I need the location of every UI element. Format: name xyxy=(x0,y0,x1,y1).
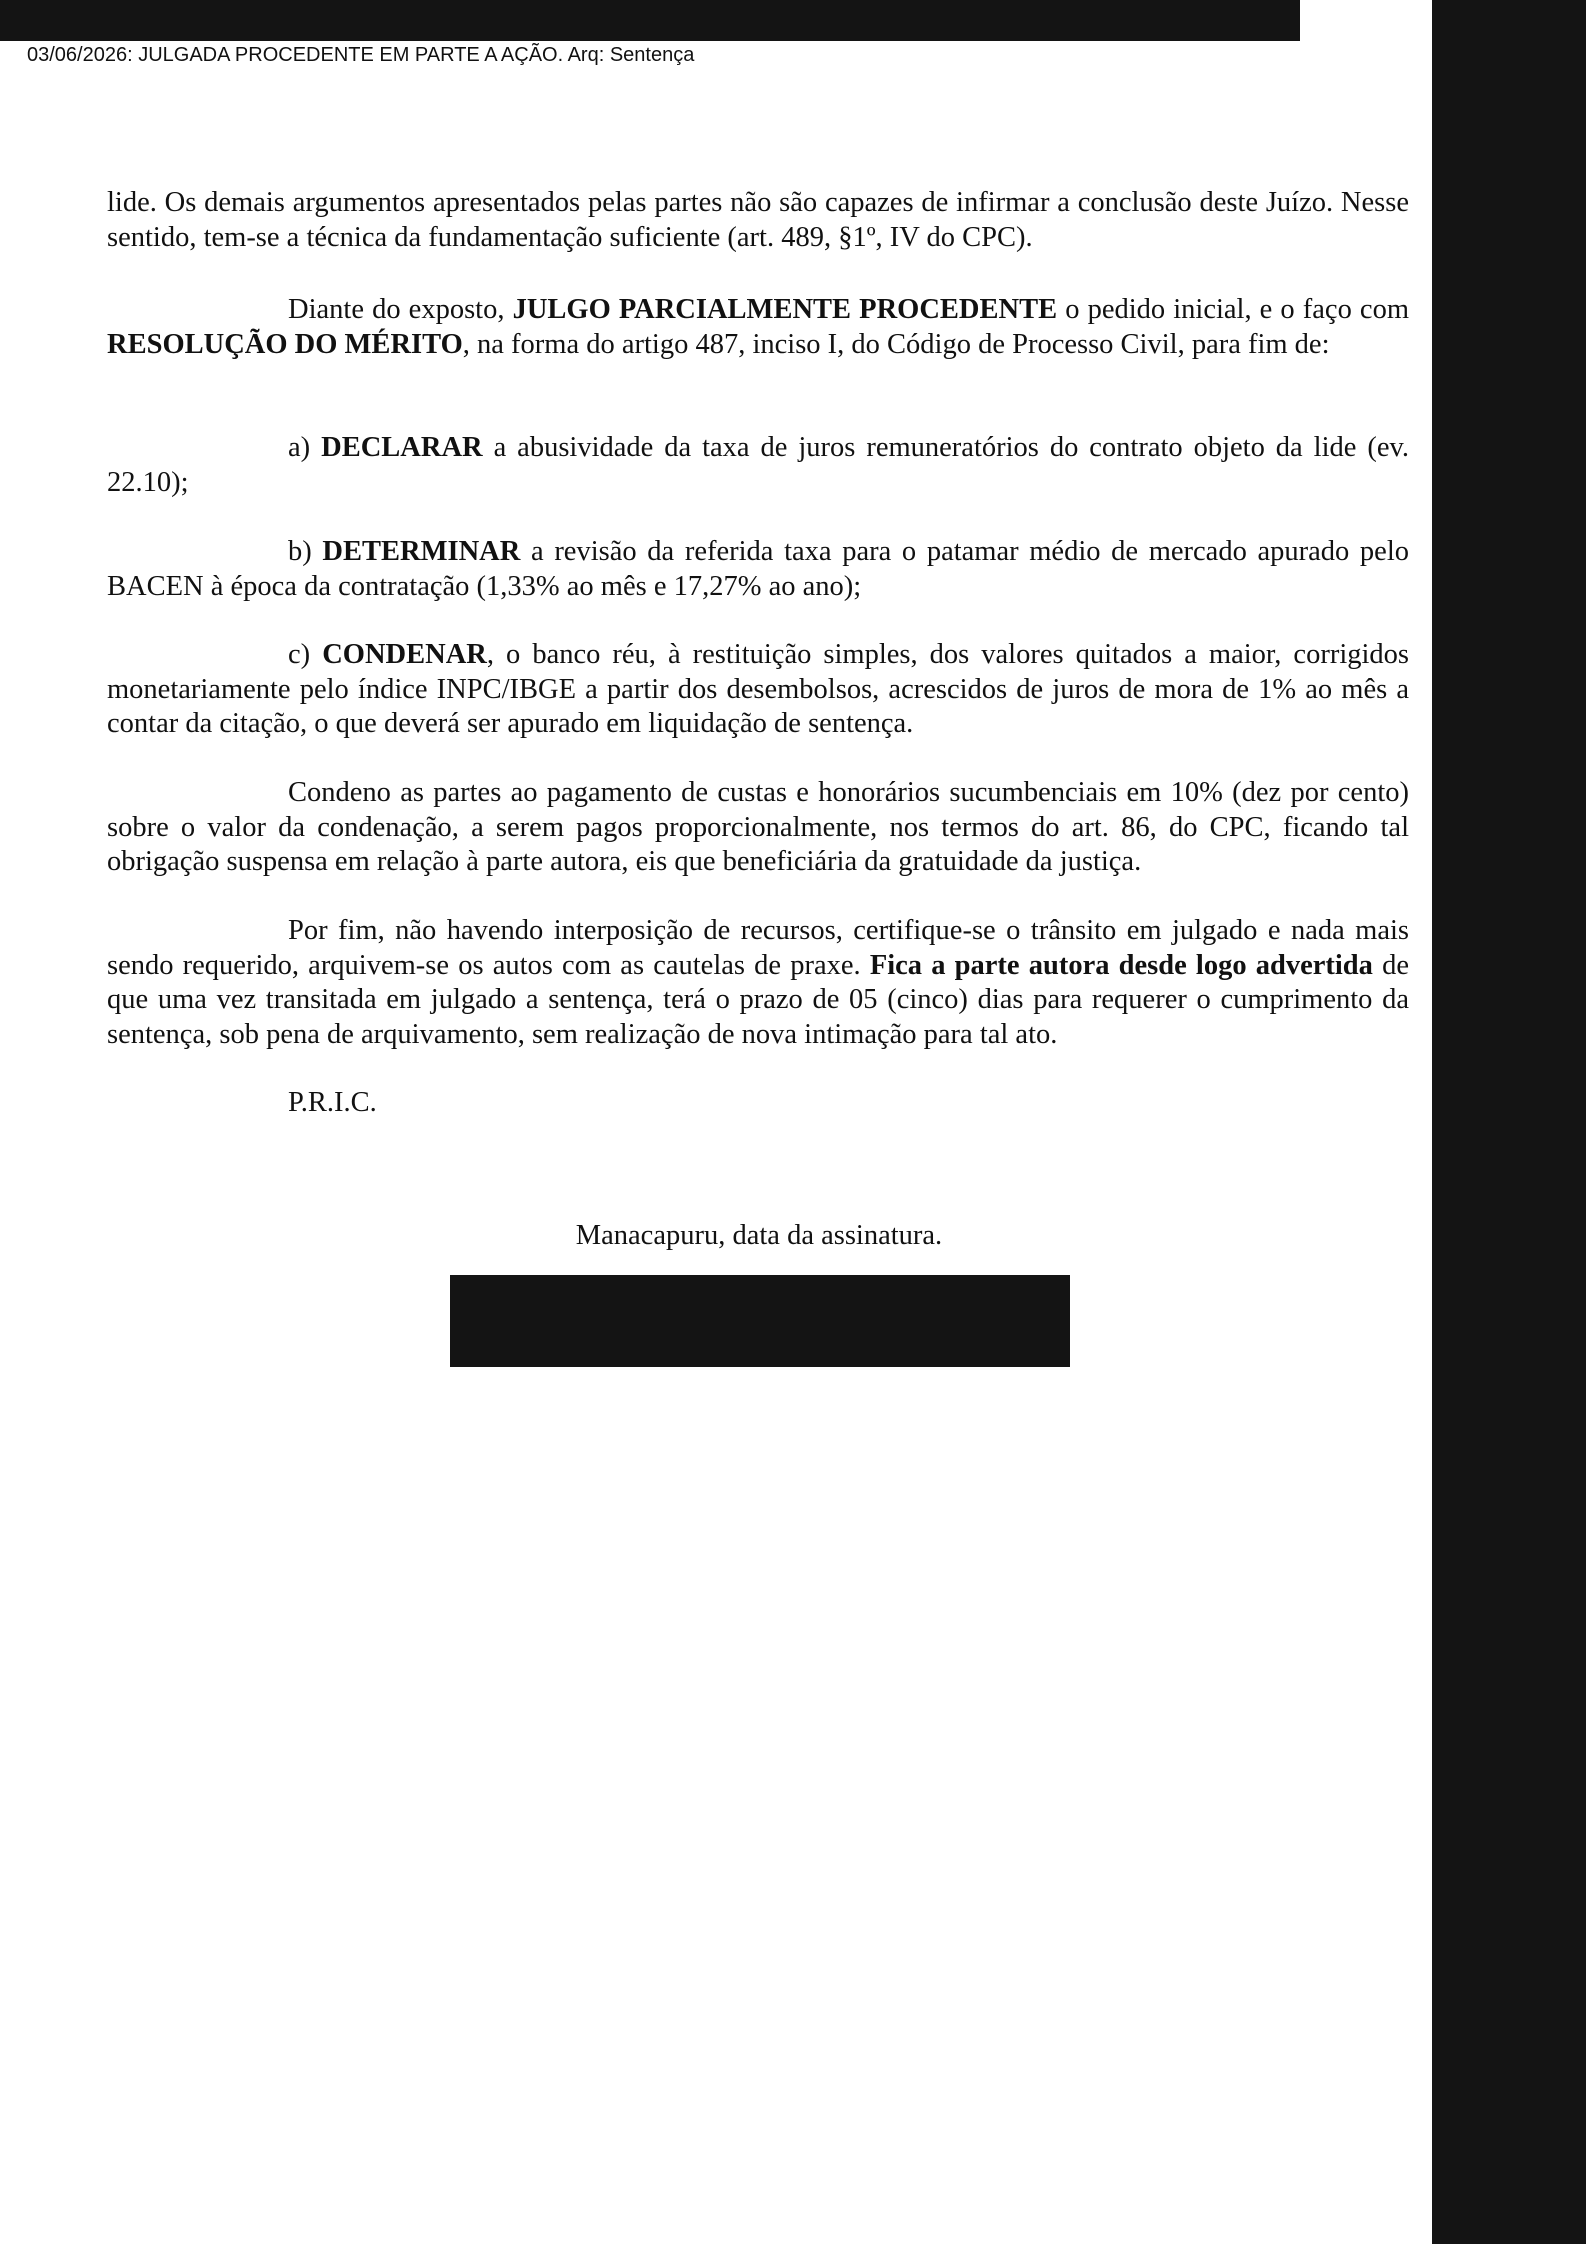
item-c-marker: c) xyxy=(288,639,323,670)
paragraph-pric: P.R.I.C. xyxy=(288,1087,377,1118)
paragraph-final-provisions xyxy=(107,914,1409,1052)
ruling-emphasis-1: JULGO PARCIALMENTE PROCEDENTE xyxy=(512,294,1058,325)
item-b-marker: b) xyxy=(288,536,323,567)
signature-redaction-block xyxy=(450,1275,1070,1367)
item-c-text: , o banco réu, à restituição simples, dos valores quitados a maior, corrigidos monetariamente pelo índice INPC/IBGE a partir dos desembolsos, acrescidos de juros de mora de 1% ao mês a contar da citação, o que deverá ser apurado em liquidação de sentença. xyxy=(107,639,1409,739)
item-a-text: a abusividade da taxa de juros remuneratórios do contrato objeto da lide (ev. 22.10); xyxy=(107,432,1410,498)
item-a xyxy=(107,431,1409,500)
paragraph-conclusion: lide. Os demais argumentos apresentados pelas partes não são capazes de infirmar a conclusão deste Juízo. Nesse sentido, tem-se a técnica da fundamentação suficiente (art. 489, §1º, IV do CPC). xyxy=(107,187,1409,253)
item-a-marker: a) xyxy=(288,432,322,463)
ruling-emphasis-2: RESOLUÇÃO DO MÉRITO xyxy=(107,328,463,360)
final-emphasis: Fica a parte autora desde logo advertida xyxy=(869,949,1373,981)
right-margin-bar xyxy=(1432,0,1586,2244)
item-c xyxy=(107,638,1409,742)
item-a-verb: DECLARAR xyxy=(321,432,483,463)
ruling-text-3: , na forma do artigo 487, inciso I, do Código de Processo Civil, para fim de: xyxy=(462,328,1330,360)
item-b xyxy=(107,535,1409,604)
paragraph-ruling xyxy=(107,293,1409,362)
ruling-text-2: o pedido inicial, e o faço com xyxy=(1057,294,1409,325)
item-c-verb: CONDENAR xyxy=(322,639,487,670)
ruling-text-1: Diante do exposto, xyxy=(288,294,513,325)
paragraph-costs: Condeno as partes ao pagamento de custas e honorários sucumbenciais em 10% (dez por cento) sobre o valor da condenação, a serem pagos proporcionalmente, nos termos do art. 86, do CPC, ficando tal obrigação suspensa em relação à parte autora, eis que beneficiária da gratuidade da justiça. xyxy=(107,777,1409,877)
final-text-2: de que uma vez transitada em julgado a sentença, terá o prazo de 05 (cinco) dias para requerer o cumprimento da sentença, sob pena de arquivamento, sem realização de nova intimação para tal ato. xyxy=(107,949,1409,1050)
item-b-text: a revisão da referida taxa para o patamar médio de mercado apurado pelo BACEN à época da contratação (1,33% ao mês e 17,27% ao ano); xyxy=(107,536,1409,602)
item-b-verb: DETERMINAR xyxy=(322,536,521,567)
document-status-header: 03/06/2026: JULGADA PROCEDENTE EM PARTE A AÇÃO. Arq: Sentença xyxy=(27,44,695,66)
final-text-1: Por fim, não havendo interposição de recursos, certifique-se o trânsito em julgado e nada mais sendo requerido, arquivem-se os autos com as cautelas de praxe. xyxy=(107,915,1409,981)
place-and-date: Manacapuru, data da assinatura. xyxy=(575,1220,943,1251)
top-redaction-bar xyxy=(0,0,1300,41)
